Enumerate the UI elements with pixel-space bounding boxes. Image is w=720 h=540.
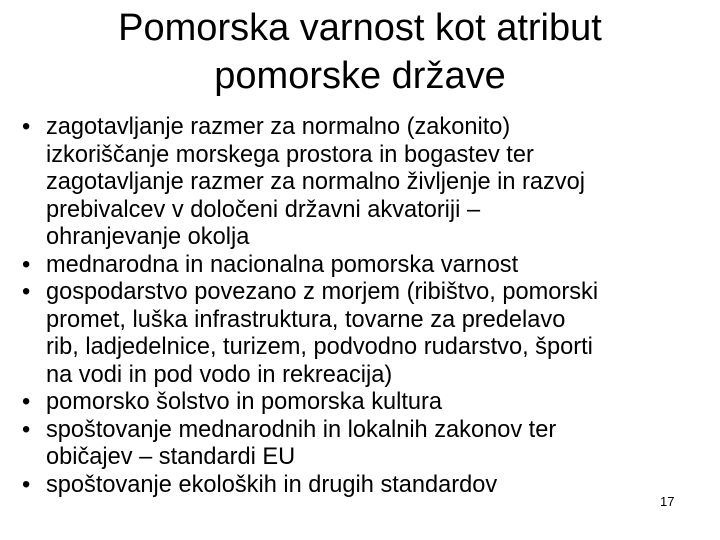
bullet-dot-icon: • xyxy=(22,471,31,498)
slide-title-line: pomorske države xyxy=(214,55,506,97)
bullet-text-line: spoštovanje mednarodnih in lokalnih zakonov ter xyxy=(46,416,557,443)
bullet-dot-icon: • xyxy=(22,114,31,140)
bullet-text-line: zagotavljanje razmer za normalno življenje in razvoj xyxy=(46,169,585,195)
bullet-text-line: ohranjevanje okolja xyxy=(46,224,250,250)
bullet-item xyxy=(18,417,708,472)
bullet-text-line: izkoriščanje morskega prostora in bogastev ter xyxy=(46,141,534,168)
bullet-dot-icon: • xyxy=(22,389,31,415)
bullet-item xyxy=(18,114,708,252)
bullet-item xyxy=(18,472,708,500)
bullet-text-line: mednarodna in nacionalna pomorska varnost xyxy=(46,251,519,278)
bullet-text-line: gospodarstvo povezano z morjem (ribištvo, pomorski xyxy=(46,279,599,305)
bullet-text-line: zagotavljanje razmer za normalno (zakonito) xyxy=(46,114,511,140)
bullet-item xyxy=(18,279,708,389)
bullet-text-line: promet, luška infrastruktura, tovarne za predelavo xyxy=(46,306,566,333)
bullet-text-line: na vodi in pod vodo in rekreacija) xyxy=(46,361,393,388)
bullet-text-line: prebivalcev v določeni državni akvatoriji – xyxy=(46,196,481,223)
slide-title-line: Pomorska varnost kot atribut xyxy=(118,7,602,49)
bullet-list xyxy=(18,114,708,499)
slide-title xyxy=(40,4,680,100)
bullet-text-line: pomorsko šolstvo in pomorska kultura xyxy=(46,389,443,415)
page-number: 17 xyxy=(660,494,675,509)
bullet-text-line: rib, ladjedelnice, turizem, podvodno rudarstvo, športi xyxy=(46,334,593,360)
bullet-item xyxy=(18,252,708,280)
bullet-dot-icon: • xyxy=(22,279,31,305)
bullet-text-line: spoštovanje ekoloških in drugih standardov xyxy=(46,471,498,498)
bullet-dot-icon: • xyxy=(22,416,31,443)
bullet-dot-icon: • xyxy=(22,251,31,278)
bullet-text-line: običajev – standardi EU xyxy=(46,444,296,470)
bullet-item xyxy=(18,389,708,417)
